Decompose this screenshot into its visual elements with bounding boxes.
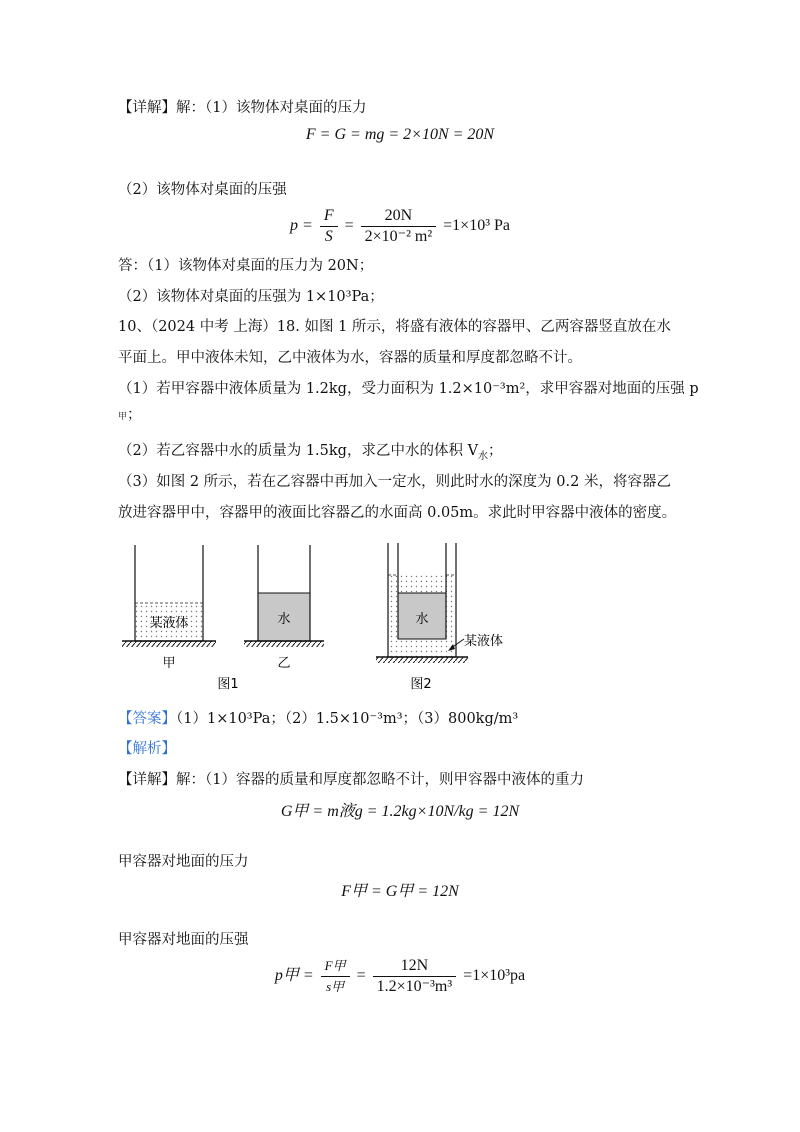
equation-pressure: p = $\frac{F}{S}$ = $\frac{20N}{\text{2×10⁻² m²}}$ =1×10³ Pa xyxy=(290,207,510,245)
question-line-5: （3）如图 2 所示，若在乙容器中再加入一定水，则此时水的深度为 0.2 米，将容器乙 xyxy=(118,474,671,490)
answer-text: （1）1×10³Pa；（2）1.5×10⁻³m³；（3）800kg/m³ xyxy=(176,711,519,727)
eq5-fraction-1 xyxy=(321,956,350,997)
detail-tag: 【详解】 xyxy=(118,100,176,116)
eq2-lhs: p = xyxy=(290,217,313,235)
figure-2-nested xyxy=(376,543,503,692)
question-line-3-cont: 甲； xyxy=(118,407,142,423)
container-jia xyxy=(122,545,216,671)
fig2-water-label: 水 xyxy=(415,612,429,627)
detail-text: 解：（1）该物体对桌面的压力 xyxy=(176,100,367,116)
caption-fig1: 图1 xyxy=(217,677,239,692)
analysis-detail-text: 解：（1）容器的质量和厚度都忽略不计，则甲容器中液体的重力 xyxy=(176,772,584,788)
eq5-frac1-den: s甲 xyxy=(326,979,345,994)
detail-line-1 xyxy=(118,98,366,118)
equation-pressure-jia: p甲 = $\frac{\text{F甲}}{\text{s甲}}$ = $\frac{12N}{\text{1.2×10⁻³m³}}$ =1×10³pa xyxy=(274,957,526,995)
answer-line-1: 答：（1）该物体对桌面的压力为 20N； xyxy=(118,258,374,274)
label-jia: 甲 xyxy=(162,656,176,671)
eq5-lhs: p甲 = xyxy=(274,967,314,985)
eq5-fraction-2 xyxy=(373,956,457,997)
eq5-frac1-num: F甲 xyxy=(321,956,350,977)
question-line-3: （1）若甲容器中液体质量为 1.2kg，受力面积为 1.2×10⁻³m²，求甲容器对地面的压强 p xyxy=(118,381,699,397)
answer-line-2: （2）该物体对桌面的压强为 1×10³Pa； xyxy=(118,289,384,305)
eq2-fraction-2 xyxy=(361,206,437,247)
label-yi: 乙 xyxy=(277,656,291,671)
eq5-rhs: =1×10³pa xyxy=(463,967,526,985)
sub-shui: 水 xyxy=(478,450,489,462)
equation-force: F = G = mg = 2×10N = 20N xyxy=(305,126,495,143)
answer-tag: 【答案】 xyxy=(118,711,176,727)
eq2-frac1-num: F xyxy=(320,206,338,227)
eq2-frac2-den: 2×10⁻² m² xyxy=(364,228,433,245)
question-line-2: 平面上。甲中液体未知，乙中液体为水，容器的质量和厚度都忽略不计。 xyxy=(118,350,582,366)
eq2-frac1-den: S xyxy=(324,228,333,245)
fig2-liquid-label: 某液体 xyxy=(464,634,504,649)
analysis-text-pressure: 甲容器对地面的压强 xyxy=(118,932,249,948)
eq5-frac2-num: 12N xyxy=(373,956,457,977)
detail-line-2: （2）该物体对桌面的压强 xyxy=(118,182,287,198)
fig1-liquid-label: 某液体 xyxy=(149,616,189,631)
figure-containers xyxy=(110,535,530,695)
eq5-frac2-den: 1.2×10⁻³m³ xyxy=(376,978,453,995)
question-line-1: 10、（2024 中考 上海）18. 如图 1 所示，将盛有液体的容器甲、乙两容器竖直放在水 xyxy=(118,319,671,335)
analysis-detail xyxy=(118,770,584,790)
analysis-text-force: 甲容器对地面的压力 xyxy=(118,854,249,870)
equation-gravity: G甲 = m液g = 1.2kg×10N/kg = 12N xyxy=(280,803,520,820)
container-yi xyxy=(244,545,324,671)
analysis-tag: 【解析】 xyxy=(118,741,176,757)
analysis-detail-tag: 【详解】 xyxy=(118,772,176,788)
caption-fig2: 图2 xyxy=(410,677,432,692)
eq2-frac2-num: 20N xyxy=(361,206,437,227)
sub-jia: 甲 xyxy=(118,412,128,422)
fig1-water-label: 水 xyxy=(277,612,291,627)
question-line-4: （2）若乙容器中水的质量为 1.5kg，求乙中水的体积 $V_水$； xyxy=(118,443,503,462)
equation-force-jia: F甲 = G甲 = 12N xyxy=(341,883,459,900)
question-line-6: 放进容器甲中，容器甲的液面比容器乙的水面高 0.05m。求此时甲容器中液体的密度。 xyxy=(118,505,677,521)
answer-line xyxy=(118,709,518,729)
eq2-rhs: =1×10³ Pa xyxy=(443,217,510,235)
eq2-fraction-1 xyxy=(320,206,338,247)
